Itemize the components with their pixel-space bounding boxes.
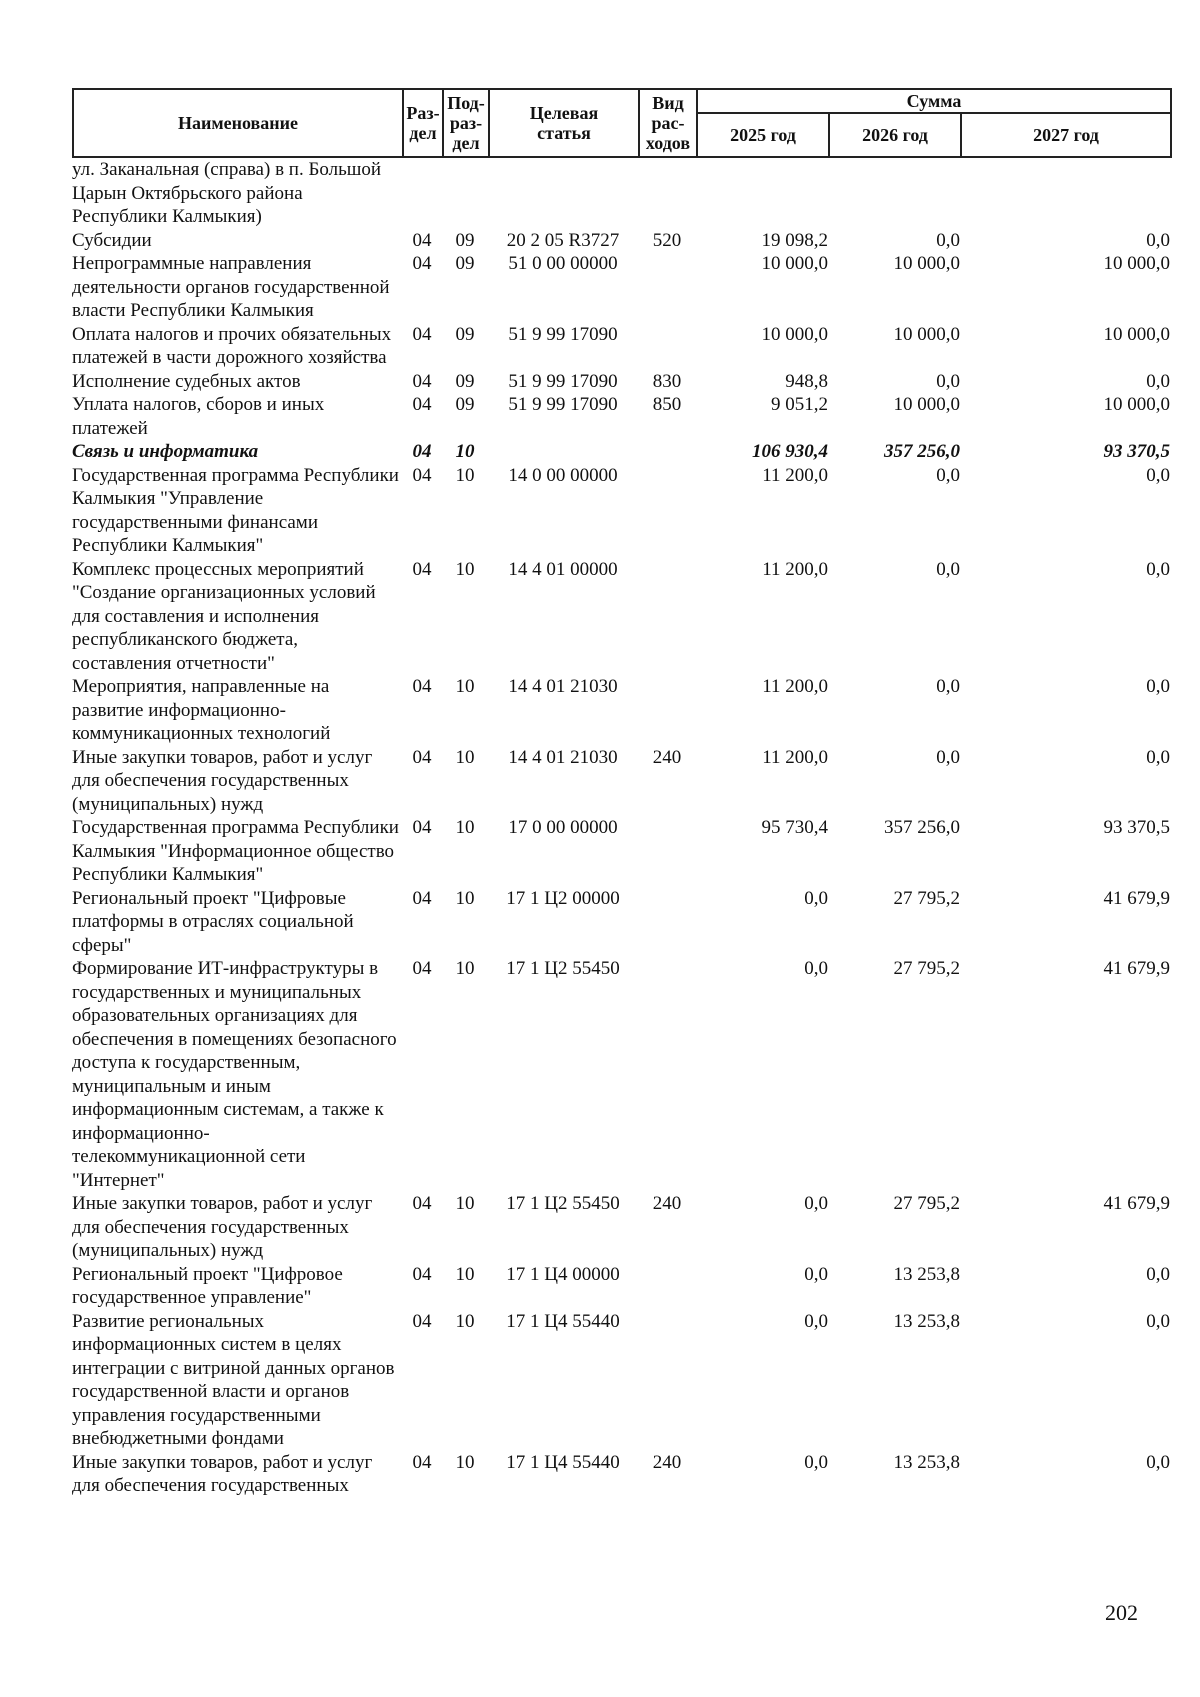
row-expense-type: 240 <box>652 1451 682 1473</box>
row-podrazdel: 10 <box>455 958 475 979</box>
header-name: Наименование <box>73 89 403 157</box>
row-sum-2027: 41 679,9 <box>1103 958 1170 979</box>
row-sum-2025: 948,8 <box>785 370 828 392</box>
row-sum-2027: 0,0 <box>1146 464 1170 486</box>
row-sum-2026: 0,0 <box>936 370 960 392</box>
row-sum-2026: 13 253,8 <box>893 1310 960 1332</box>
table-row <box>72 957 1170 1192</box>
row-razdel: 04 <box>412 887 432 909</box>
row-sum-2026: 0,0 <box>936 746 960 768</box>
table-row <box>72 464 1170 558</box>
row-expense-type: 850 <box>652 394 682 415</box>
row-sum-2025: 95 730,4 <box>761 817 828 838</box>
row-razdel: 04 <box>412 1193 432 1214</box>
row-razdel: 04 <box>412 394 432 415</box>
row-sum-2025: 0,0 <box>804 887 828 909</box>
row-sum-2025: 11 200,0 <box>762 558 828 580</box>
row-podrazdel: 09 <box>455 229 475 251</box>
row-target-article: 17 1 Ц4 55440 <box>506 1451 620 1473</box>
row-expense-type <box>638 558 696 676</box>
row-expense-type <box>638 464 696 558</box>
row-expense-type: 240 <box>652 746 682 768</box>
row-podrazdel: 09 <box>455 253 475 274</box>
row-target-article: 17 1 Ц2 00000 <box>506 887 620 909</box>
row-sum-2027: 41 679,9 <box>1103 887 1170 909</box>
row-sum-2027: 10 000,0 <box>1103 394 1170 415</box>
row-target-article: 14 4 01 21030 <box>508 746 618 768</box>
row-sum-2027: 0,0 <box>1146 1310 1170 1332</box>
row-sum-2027: 0,0 <box>1146 229 1170 251</box>
row-name: Непрограммные направления деятельности органов государственной власти Республики Калмыкия <box>72 253 390 321</box>
header-year-2027: 2027 год <box>961 113 1171 157</box>
row-sum-2026 <box>828 158 960 229</box>
row-razdel <box>402 158 442 229</box>
table-row <box>72 1263 1170 1310</box>
row-podrazdel: 10 <box>455 746 475 768</box>
table-row <box>72 440 1170 464</box>
table-row <box>72 323 1170 370</box>
row-target-article: 51 9 99 17090 <box>508 370 618 392</box>
row-name: Уплата налогов, сборов и иных платежей <box>72 394 325 439</box>
table-row <box>72 158 1170 229</box>
table-row <box>72 229 1170 253</box>
row-sum-2027: 0,0 <box>1146 370 1170 392</box>
row-sum-2025: 19 098,2 <box>761 229 828 251</box>
row-razdel: 04 <box>412 676 432 697</box>
table-row <box>72 1310 1170 1451</box>
row-expense-type <box>638 957 696 1192</box>
row-sum-2025: 10 000,0 <box>761 253 828 274</box>
row-razdel: 04 <box>412 441 432 462</box>
header-year-2025: 2025 год <box>697 113 829 157</box>
header-razdel: Раз- дел <box>403 89 443 157</box>
row-target-article: 17 1 Ц4 55440 <box>506 1310 620 1332</box>
table-row <box>72 816 1170 887</box>
row-target-article: 17 1 Ц2 55450 <box>506 1193 620 1214</box>
row-razdel: 04 <box>412 1310 432 1332</box>
row-sum-2025: 11 200,0 <box>762 464 828 486</box>
row-sum-2026: 10 000,0 <box>893 253 960 274</box>
table-row <box>72 675 1170 746</box>
row-sum-2027 <box>960 158 1170 229</box>
row-expense-type <box>638 887 696 958</box>
header-podrazdel: Под- раз- дел <box>443 89 489 157</box>
row-sum-2025: 10 000,0 <box>761 323 828 345</box>
row-target-article: 17 0 00 00000 <box>508 817 618 838</box>
row-expense-type <box>638 1263 696 1310</box>
row-podrazdel: 10 <box>455 887 475 909</box>
table-row <box>72 1192 1170 1263</box>
row-target-article: 51 0 00 00000 <box>508 253 618 274</box>
row-sum-2027: 10 000,0 <box>1103 323 1170 345</box>
row-sum-2027: 0,0 <box>1146 1263 1170 1285</box>
header-sum: Сумма <box>697 89 1171 113</box>
row-razdel: 04 <box>412 746 432 768</box>
row-expense-type: 830 <box>652 370 682 392</box>
row-sum-2027: 0,0 <box>1146 676 1170 697</box>
row-sum-2026: 0,0 <box>936 229 960 251</box>
row-podrazdel: 10 <box>455 464 475 486</box>
row-target-article: 14 0 00 00000 <box>508 464 618 486</box>
row-name: Иные закупки товаров, работ и услуг для обеспечения государственных (муниципальных) нужд <box>72 746 373 815</box>
row-podrazdel: 10 <box>455 817 475 838</box>
row-target-article: 14 4 01 21030 <box>508 676 618 697</box>
row-sum-2027: 0,0 <box>1146 1451 1170 1473</box>
row-expense-type <box>638 675 696 746</box>
row-razdel: 04 <box>412 323 432 345</box>
row-razdel: 04 <box>412 817 432 838</box>
row-sum-2025: 11 200,0 <box>762 676 828 697</box>
row-expense-type <box>638 816 696 887</box>
row-sum-2025: 11 200,0 <box>762 746 828 768</box>
row-podrazdel: 10 <box>455 441 475 462</box>
row-razdel: 04 <box>412 370 432 392</box>
row-podrazdel: 10 <box>455 558 475 580</box>
row-name: Иные закупки товаров, работ и услуг для обеспечения государственных (муниципальных) нужд <box>72 1193 373 1261</box>
table-row <box>72 887 1170 958</box>
row-razdel: 04 <box>412 1451 432 1473</box>
row-sum-2026: 357 256,0 <box>884 441 960 462</box>
row-sum-2025: 0,0 <box>804 1310 828 1332</box>
row-expense-type: 240 <box>652 1193 682 1214</box>
row-name: Государственная программа Республики Калмыкия "Управление государственными финансами Республики Калмыкия" <box>72 464 399 556</box>
row-name: Комплекс процессных мероприятий "Создание организационных условий для составления и исполнения республиканского бюджета, составления отчетности" <box>72 558 376 674</box>
row-sum-2027: 0,0 <box>1146 746 1170 768</box>
header-target-article: Целевая статья <box>489 89 639 157</box>
row-name: Связь и информатика <box>72 441 259 462</box>
row-podrazdel: 10 <box>455 1263 475 1285</box>
row-sum-2026: 357 256,0 <box>884 817 960 838</box>
row-sum-2026: 27 795,2 <box>893 887 960 909</box>
row-target-article: 51 9 99 17090 <box>508 394 618 415</box>
row-name: Субсидии <box>72 229 152 251</box>
row-sum-2026: 13 253,8 <box>893 1263 960 1285</box>
row-expense-type <box>638 252 696 323</box>
row-podrazdel: 09 <box>455 370 475 392</box>
row-sum-2025: 0,0 <box>804 1193 828 1214</box>
row-sum-2025: 0,0 <box>804 1451 828 1473</box>
row-sum-2026: 27 795,2 <box>893 1193 960 1214</box>
row-target-article: 17 1 Ц4 00000 <box>506 1263 620 1285</box>
row-target-article: 20 2 05 R3727 <box>506 229 620 251</box>
row-expense-type <box>638 1310 696 1451</box>
row-name: Региональный проект "Цифровые платформы в отраслях социальной сферы" <box>72 887 354 956</box>
row-expense-type: 520 <box>652 229 682 251</box>
row-target-article: 51 9 99 17090 <box>508 323 618 345</box>
row-name: Исполнение судебных актов <box>72 370 301 392</box>
row-sum-2026: 0,0 <box>936 558 960 580</box>
row-name: Развитие региональных информационных систем в целях интеграции с витриной данных органов государственной власти и органов управления государственными внебюджетными фондами <box>72 1310 395 1449</box>
row-podrazdel: 10 <box>455 1451 475 1473</box>
row-sum-2025: 9 051,2 <box>771 394 828 415</box>
row-podrazdel: 10 <box>455 676 475 697</box>
row-name: ул. Заканальная (справа) в п. Большой Царын Октябрьского района Республики Калмыкия) <box>72 159 382 227</box>
row-sum-2026: 0,0 <box>936 464 960 486</box>
row-podrazdel <box>442 158 488 229</box>
row-sum-2027: 93 370,5 <box>1103 817 1170 838</box>
row-razdel: 04 <box>412 253 432 274</box>
row-podrazdel: 09 <box>455 323 475 345</box>
row-razdel: 04 <box>412 958 432 979</box>
table-header <box>72 88 1172 158</box>
row-sum-2027: 0,0 <box>1146 558 1170 580</box>
row-sum-2026: 10 000,0 <box>893 323 960 345</box>
row-sum-2025 <box>696 158 828 229</box>
budget-table-page <box>72 88 1170 1498</box>
row-razdel: 04 <box>412 229 432 251</box>
row-name: Мероприятия, направленные на развитие информационно-коммуникационных технологий <box>72 676 331 744</box>
table-row <box>72 393 1170 440</box>
row-razdel: 04 <box>412 558 432 580</box>
table-row <box>72 746 1170 817</box>
row-razdel: 04 <box>412 464 432 486</box>
table-row <box>72 370 1170 394</box>
page-number: 202 <box>1105 1600 1138 1625</box>
row-target-article: 14 4 01 00000 <box>508 558 618 580</box>
header-expense-type: Вид рас- ходов <box>639 89 697 157</box>
row-target-article: 17 1 Ц2 55450 <box>506 958 620 979</box>
row-sum-2025: 106 930,4 <box>752 441 828 462</box>
table-row <box>72 252 1170 323</box>
row-podrazdel: 09 <box>455 394 475 415</box>
header-year-2026: 2026 год <box>829 113 961 157</box>
row-expense-type <box>638 323 696 370</box>
row-name: Региональный проект "Цифровое государственное управление" <box>72 1263 343 1308</box>
row-sum-2027: 41 679,9 <box>1103 1193 1170 1214</box>
row-razdel: 04 <box>412 1263 432 1285</box>
table-row <box>72 558 1170 676</box>
row-sum-2026: 27 795,2 <box>893 958 960 979</box>
table-body <box>72 158 1170 1498</box>
row-name: Государственная программа Республики Калмыкия "Информационное общество Республики Калмыкия" <box>72 817 399 885</box>
row-expense-type <box>638 158 696 229</box>
row-sum-2026: 0,0 <box>936 676 960 697</box>
row-expense-type <box>638 440 696 464</box>
row-name: Иные закупки товаров, работ и услуг для обеспечения государственных <box>72 1451 373 1496</box>
row-sum-2027: 10 000,0 <box>1103 253 1170 274</box>
table-row <box>72 1451 1170 1498</box>
row-sum-2026: 13 253,8 <box>893 1451 960 1473</box>
row-sum-2025: 0,0 <box>804 1263 828 1285</box>
row-sum-2026: 10 000,0 <box>893 394 960 415</box>
row-name: Оплата налогов и прочих обязательных платежей в части дорожного хозяйства <box>72 323 392 368</box>
row-name: Формирование ИТ-инфраструктуры в государственных и муниципальных образовательных организациях для обеспечения в помещениях безопасного доступа к государственным, муниципальным и иным информационным системам, а также к информационно-телекоммуникационной сети "Интернет" <box>72 958 397 1191</box>
row-sum-2027: 93 370,5 <box>1103 441 1170 462</box>
row-sum-2025: 0,0 <box>804 958 828 979</box>
row-podrazdel: 10 <box>455 1310 475 1332</box>
row-podrazdel: 10 <box>455 1193 475 1214</box>
row-target-article <box>488 440 638 464</box>
row-target-article <box>488 158 638 229</box>
